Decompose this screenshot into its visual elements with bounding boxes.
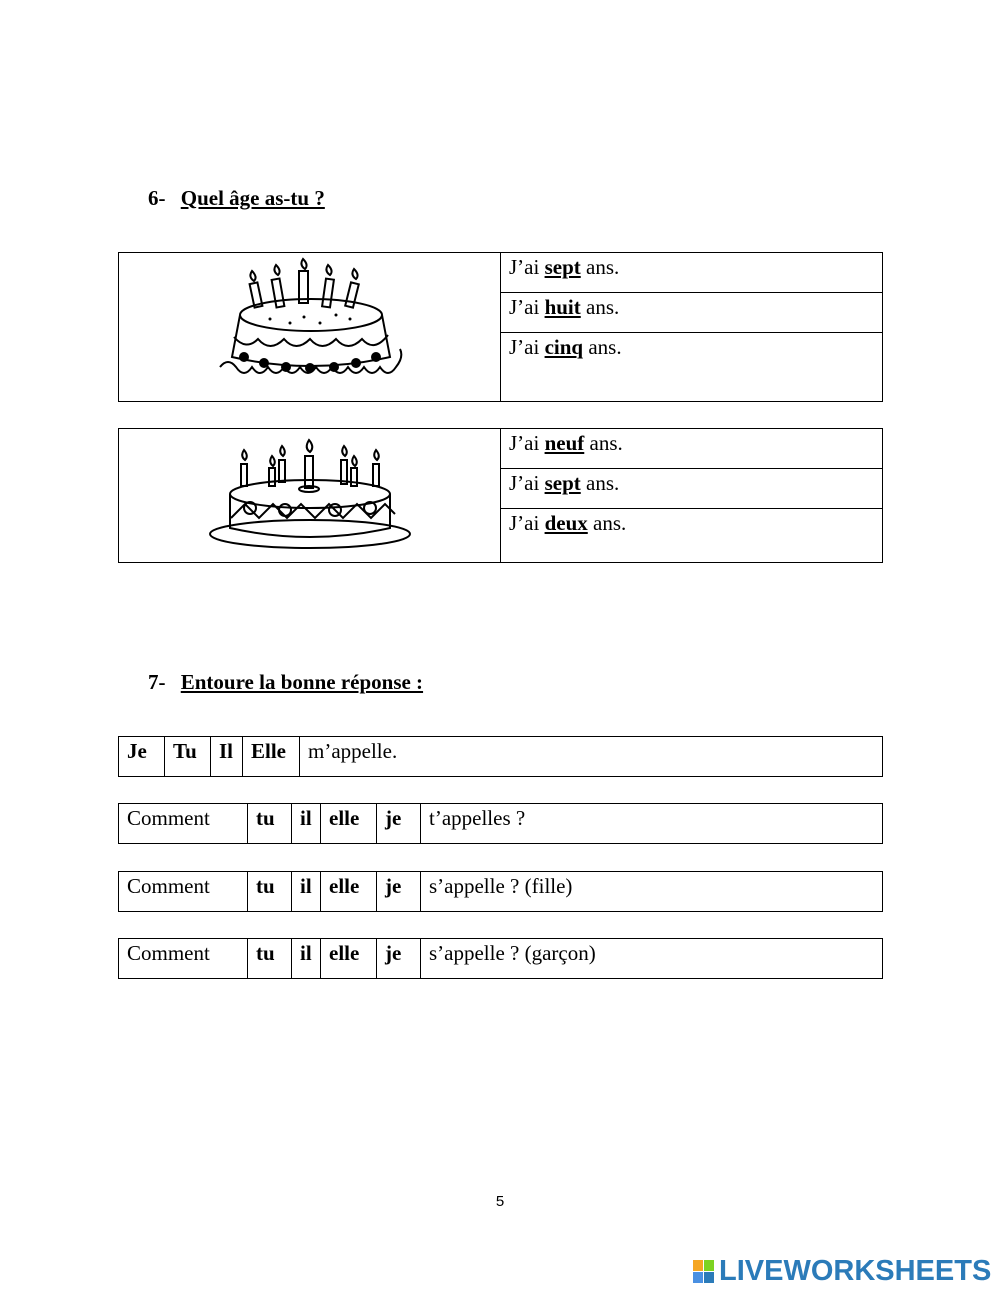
- choice-cell[interactable]: je: [377, 939, 421, 978]
- answer-option[interactable]: J’ai neuf ans.: [501, 429, 882, 469]
- cake-question-2: [118, 428, 883, 563]
- choice-cell[interactable]: elle: [321, 872, 377, 911]
- page-number: 5: [495, 1193, 505, 1210]
- sentence-start: Comment: [119, 872, 248, 911]
- answer-option[interactable]: J’ai sept ans.: [501, 253, 882, 293]
- answer-option[interactable]: J’ai deux ans.: [509, 511, 627, 535]
- choice-cell[interactable]: il: [292, 804, 321, 843]
- liveworksheets-logo-icon: [693, 1260, 715, 1284]
- section-6-heading: [148, 186, 325, 211]
- liveworksheets-logo[interactable]: [693, 1255, 991, 1288]
- sentence-ending: t’appelles ?: [429, 806, 526, 830]
- answer-option[interactable]: J’ai huit ans.: [501, 293, 882, 333]
- choice-cell[interactable]: Tu: [165, 737, 211, 776]
- answer-option[interactable]: J’ai cinq ans.: [509, 335, 622, 359]
- birthday-cake-icon: [200, 257, 420, 397]
- sentence-start: Comment: [119, 939, 248, 978]
- choice-cell[interactable]: elle: [321, 804, 377, 843]
- section-6-number: 6-: [148, 186, 166, 210]
- choice-cell[interactable]: Je: [119, 737, 165, 776]
- logo-text: LIVEWORKSHEETS: [719, 1255, 992, 1287]
- section-7-heading: [148, 670, 423, 695]
- birthday-cake-icon: [205, 436, 415, 556]
- choice-cell[interactable]: il: [292, 872, 321, 911]
- sentence-start: Comment: [119, 804, 248, 843]
- choice-cell[interactable]: Elle: [243, 737, 300, 776]
- choice-cell[interactable]: elle: [321, 939, 377, 978]
- choice-cell[interactable]: tu: [248, 804, 292, 843]
- answer-option[interactable]: J’ai sept ans.: [501, 469, 882, 509]
- cake-seven-candles-image: [119, 429, 501, 562]
- cake-five-candles-image: [119, 253, 501, 401]
- section-7-number: 7-: [148, 670, 166, 694]
- pronoun-row-4: [118, 938, 883, 979]
- pronoun-row-3: [118, 871, 883, 912]
- pronoun-row-1: [118, 736, 883, 777]
- choice-cell[interactable]: je: [377, 804, 421, 843]
- sentence-ending: s’appelle ? (fille): [429, 874, 573, 898]
- section-6-title: Quel âge as-tu ?: [180, 186, 325, 210]
- pronoun-row-2: [118, 803, 883, 844]
- choice-cell[interactable]: Il: [211, 737, 243, 776]
- choice-cell[interactable]: je: [377, 872, 421, 911]
- sentence-ending: m’appelle.: [308, 739, 398, 763]
- section-7-title: Entoure la bonne réponse :: [180, 670, 424, 694]
- choice-cell[interactable]: il: [292, 939, 321, 978]
- choice-cell[interactable]: tu: [248, 939, 292, 978]
- choice-cell[interactable]: tu: [248, 872, 292, 911]
- cake-question-1: [118, 252, 883, 402]
- sentence-ending: s’appelle ? (garçon): [429, 941, 596, 965]
